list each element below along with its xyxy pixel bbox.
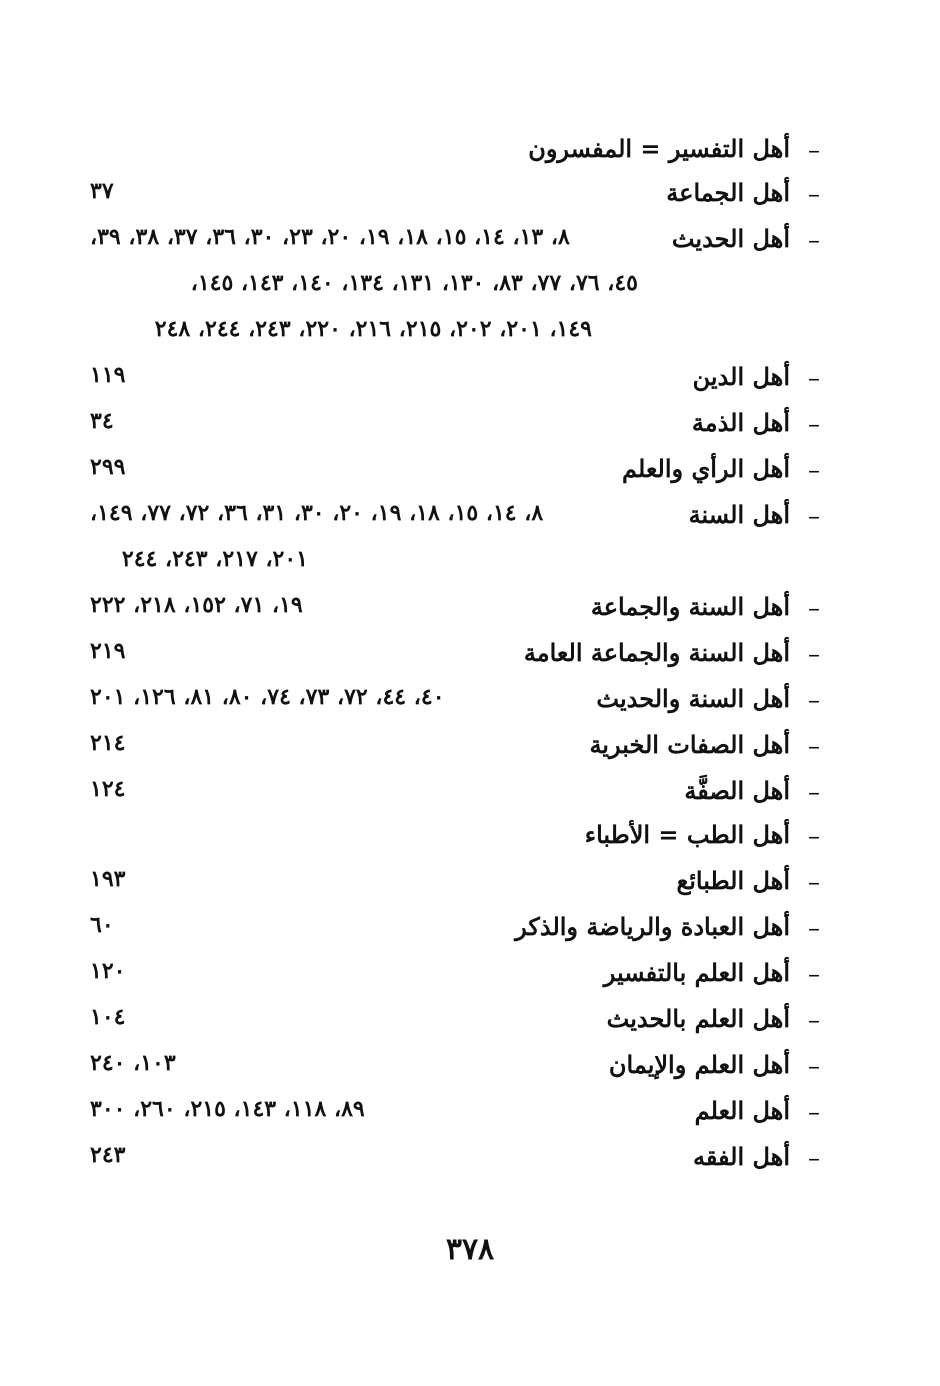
entry-dash: – — [808, 732, 820, 760]
index-entry — [90, 406, 820, 450]
entry-term: أهل الدين — [692, 362, 790, 391]
entry-term: أهل السنة والجماعة العامة — [523, 638, 790, 667]
entry-term: أهل العلم بالحديث — [606, 1004, 790, 1033]
entry-term: أهل الفقه — [693, 1142, 790, 1171]
entry-dash: – — [808, 914, 820, 942]
entry-term: أهل العلم والإيمان — [608, 1050, 790, 1079]
entry-dash: – — [808, 136, 820, 164]
entry-dash: – — [808, 778, 820, 806]
entry-pages: ١٩٣ — [90, 866, 126, 892]
entry-term: أهل السنة — [688, 500, 790, 529]
entry-dash: – — [808, 1144, 820, 1172]
entry-dash: – — [808, 1006, 820, 1034]
entry-dash: – — [808, 594, 820, 622]
index-entry — [90, 222, 820, 266]
entry-dash: – — [808, 180, 820, 208]
index-entry — [90, 360, 820, 404]
index-entry — [90, 910, 820, 954]
index-entry — [90, 774, 820, 818]
entry-term: أهل العلم بالتفسير — [603, 958, 790, 987]
entry-pages: ٢٩٩ — [90, 454, 126, 480]
entry-dash: – — [808, 640, 820, 668]
entry-pages: ١٢٠ — [90, 958, 126, 984]
entry-pages-continuation: ١٤٩، ٢٠١، ٢٠٢، ٢١٥، ٢١٦، ٢٢٠، ٢٤٣، ٢٤٤، ٢٤٨ — [154, 316, 592, 342]
entry-pages-continuation: ٢٠١، ٢١٧، ٢٤٣، ٢٤٤ — [121, 546, 308, 572]
index-entry — [90, 452, 820, 496]
entry-pages: ١٩، ٧١، ١٥٢، ٢١٨، ٢٢٢ — [90, 592, 303, 618]
entry-term: أهل الصفات الخبرية — [589, 730, 790, 759]
entry-pages: ١٠٣، ٢٤٠ — [90, 1050, 176, 1076]
entry-dash: – — [808, 364, 820, 392]
entry-pages: ٢٤٣ — [90, 1142, 126, 1168]
index-entry — [90, 590, 820, 634]
entry-term: أهل التفسير = المفسرون — [528, 134, 790, 163]
index-entry — [90, 1002, 820, 1046]
entry-pages: ٤٠، ٤٤، ٧٢، ٧٣، ٧٤، ٨٠، ٨١، ١٢٦، ٢٠١ — [90, 684, 445, 710]
entry-dash: – — [808, 1098, 820, 1126]
entry-dash: – — [808, 960, 820, 988]
entry-dash: – — [808, 502, 820, 530]
entry-dash: – — [808, 686, 820, 714]
entry-term: أهل الذمة — [691, 408, 790, 437]
entry-pages: ٣٤ — [90, 408, 114, 434]
index-entry — [90, 132, 820, 176]
index-entry — [90, 818, 820, 862]
index-entry — [90, 1048, 820, 1092]
entry-term: أهل الحديث — [671, 224, 790, 253]
entry-pages: ١١٩ — [90, 362, 126, 388]
entry-pages: ٨، ١٣، ١٤، ١٥، ١٨، ١٩، ٢٠، ٢٣، ٣٠، ٣٦، ٣٧، ٣٨، ٣٩، — [90, 224, 570, 250]
entry-pages-continuation: ٤٥، ٧٦، ٧٧، ٨٣، ١٣٠، ١٣١، ١٣٤، ١٤٠، ١٤٣، ١٤٥، — [190, 270, 638, 296]
index-entry — [90, 636, 820, 680]
index-entry — [90, 498, 820, 542]
entry-term: أهل السنة والجماعة — [590, 592, 790, 621]
entry-term: أهل الصفَّة — [684, 776, 790, 805]
entry-dash: – — [808, 868, 820, 896]
entry-term: أهل الجماعة — [666, 178, 790, 207]
entry-pages: ١٢٤ — [90, 776, 126, 802]
entry-dash: – — [808, 410, 820, 438]
index-entry — [90, 176, 820, 220]
index-entry — [90, 956, 820, 1000]
entry-dash: – — [808, 456, 820, 484]
entry-term: أهل الرأي والعلم — [622, 454, 790, 483]
entry-dash: – — [808, 822, 820, 850]
index-entry — [90, 1094, 820, 1138]
entry-pages: ٣٧ — [90, 178, 114, 204]
entry-dash: – — [808, 1052, 820, 1080]
entry-pages: ٢١٩ — [90, 638, 126, 664]
entry-pages: ١٠٤ — [90, 1004, 126, 1030]
index-entry — [90, 728, 820, 772]
entry-term: أهل الطب = الأطباء — [584, 820, 790, 849]
entry-term: أهل العبادة والرياضة والذكر — [515, 912, 790, 941]
index-entry — [90, 864, 820, 908]
index-entry — [90, 682, 820, 726]
entry-pages: ٢١٤ — [90, 730, 126, 756]
entry-pages: ٦٠ — [90, 912, 114, 938]
entry-term: أهل الطبائع — [676, 866, 790, 895]
entry-dash: – — [808, 226, 820, 254]
entry-term: أهل العلم — [694, 1096, 790, 1125]
index-entry — [90, 1140, 820, 1184]
entry-pages: ٨٩، ١١٨، ١٤٣، ٢١٥، ٢٦٠، ٣٠٠ — [90, 1096, 365, 1122]
entry-term: أهل السنة والحديث — [596, 684, 790, 713]
entry-pages: ٨، ١٤، ١٥، ١٨، ١٩، ٢٠، ٣٠، ٣١، ٣٦، ٧٢، ٧٧، ١٤٩، — [90, 500, 544, 526]
page-number: ٣٧٨ — [445, 1232, 495, 1267]
